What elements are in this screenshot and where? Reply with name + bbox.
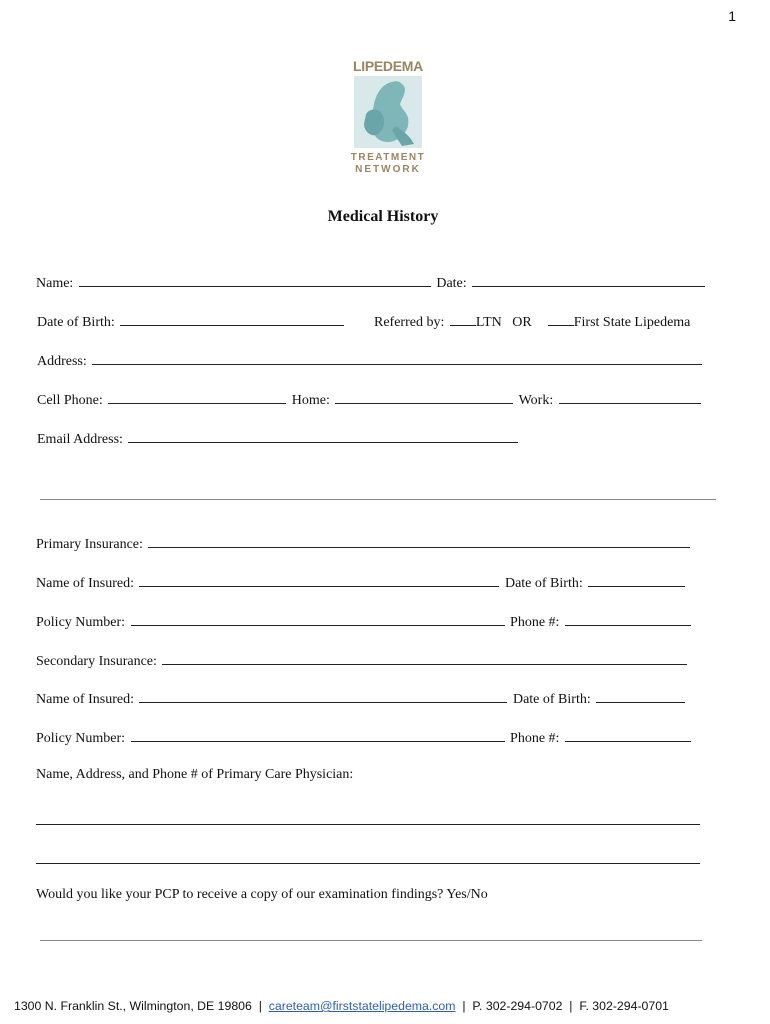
name-insured-1-field[interactable] <box>139 572 499 587</box>
secondary-insurance-field[interactable] <box>162 650 687 665</box>
address-row <box>37 350 704 371</box>
ltn-label: LTN <box>475 315 502 330</box>
policy-2-field[interactable] <box>131 727 505 742</box>
footer-separator: | <box>569 999 573 1013</box>
footer <box>14 999 754 1013</box>
pcp-line-2[interactable] <box>36 863 700 864</box>
dob-field[interactable] <box>120 311 344 326</box>
dob-insured-2-field[interactable] <box>596 688 685 703</box>
logo-bottom-text-1: TREATMENT <box>350 152 426 163</box>
lipedema-logo <box>350 58 426 178</box>
footer-phone: P. 302-294-0702 <box>472 999 563 1013</box>
pcp-row <box>36 766 353 784</box>
dob-label: Date of Birth: <box>37 315 115 330</box>
bottom-divider <box>40 940 702 941</box>
phone-2-field[interactable] <box>565 727 691 742</box>
pcp-label: Name, Address, and Phone # of Primary Care Physician: <box>36 767 354 782</box>
name-insured-1-label: Name of Insured: <box>36 576 134 591</box>
secondary-insurance-label: Secondary Insurance: <box>36 654 157 669</box>
logo-top-text: LIPEDEMA <box>353 58 423 74</box>
home-phone-field[interactable] <box>335 389 513 404</box>
address-field[interactable] <box>92 350 702 365</box>
policy-2-label: Policy Number: <box>36 731 126 746</box>
primary-insurance-field[interactable] <box>148 533 690 548</box>
work-label: Work: <box>518 393 554 408</box>
insured-1-row <box>36 572 687 593</box>
phone-1-label: Phone #: <box>510 615 560 630</box>
email-row <box>37 428 520 449</box>
name-label: Name: <box>36 276 74 291</box>
section-divider <box>40 499 716 500</box>
primary-insurance-label: Primary Insurance: <box>36 537 143 552</box>
ltn-checkbox-line[interactable] <box>450 311 476 326</box>
insured-2-row <box>36 688 687 709</box>
footer-email-link[interactable]: careteam@firststatelipedema.com <box>268 999 456 1013</box>
date-field[interactable] <box>472 272 705 287</box>
referred-by-label: Referred by: <box>374 315 445 330</box>
cell-phone-label: Cell Phone: <box>37 393 103 408</box>
page-number: 1 <box>728 8 736 24</box>
dob-insured-1-label: Date of Birth: <box>504 576 583 591</box>
secondary-insurance-row <box>36 650 689 671</box>
dob-insured-1-field[interactable] <box>588 572 685 587</box>
phone-1-field[interactable] <box>565 611 691 626</box>
fsl-checkbox-line[interactable] <box>548 311 574 326</box>
email-field[interactable] <box>128 428 518 443</box>
dob-row <box>37 311 346 332</box>
pcp-copy-question: Would you like your PCP to receive a copy of our examination findings? Yes/No <box>36 887 488 902</box>
referred-row <box>374 311 690 332</box>
policy-1-row <box>36 611 693 632</box>
name-insured-2-label: Name of Insured: <box>36 692 134 707</box>
or-label: OR <box>512 315 532 330</box>
name-date-row <box>36 272 707 293</box>
phones-row <box>37 389 703 410</box>
name-insured-2-field[interactable] <box>139 688 507 703</box>
dob-insured-2-label: Date of Birth: <box>512 692 591 707</box>
cell-phone-field[interactable] <box>108 389 286 404</box>
policy-1-field[interactable] <box>131 611 505 626</box>
pcp-line-1[interactable] <box>36 824 700 825</box>
home-label: Home: <box>291 393 330 408</box>
work-phone-field[interactable] <box>559 389 701 404</box>
footer-address: 1300 N. Franklin St., Wilmington, DE 19806 <box>14 999 252 1013</box>
page-title: Medical History <box>327 208 439 225</box>
logo-bottom-text-2: NETWORK <box>355 164 421 175</box>
footer-fax: F. 302-294-0701 <box>579 999 669 1013</box>
primary-insurance-row <box>36 533 692 554</box>
footer-separator: | <box>258 999 262 1013</box>
footer-separator: | <box>462 999 466 1013</box>
date-label: Date: <box>436 276 467 291</box>
pcp-copy-row <box>36 886 488 904</box>
policy-2-row <box>36 727 693 748</box>
policy-1-label: Policy Number: <box>36 615 126 630</box>
phone-2-label: Phone #: <box>510 731 560 746</box>
logo-figure-icon <box>352 74 424 150</box>
address-label: Address: <box>37 354 87 369</box>
name-field[interactable] <box>79 272 431 287</box>
fsl-label: First State Lipedema <box>573 315 691 330</box>
email-label: Email Address: <box>37 432 123 447</box>
